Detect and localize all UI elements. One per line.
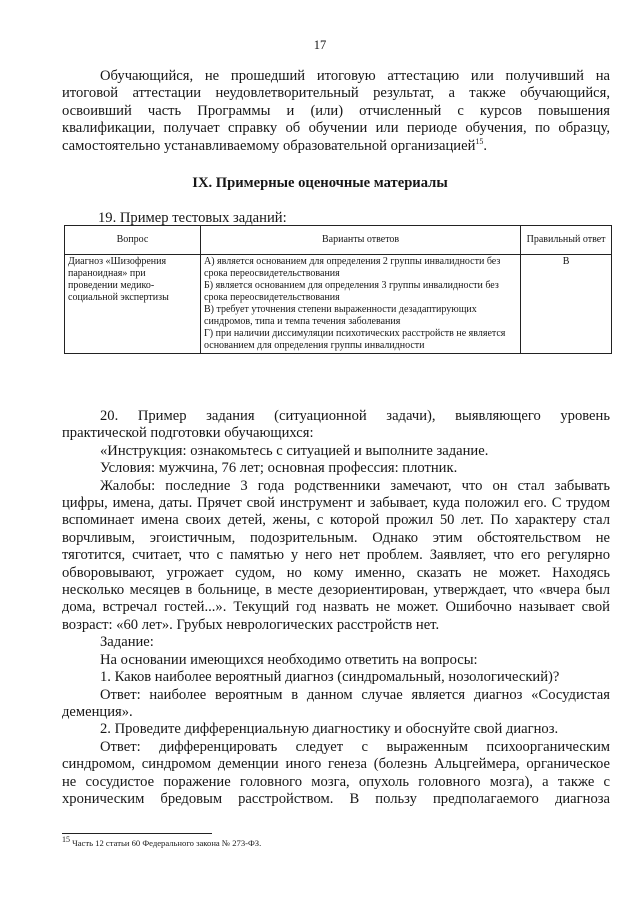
instruction-line: «Инструкция: ознакомьтесь с ситуацией и выполните задание. xyxy=(100,442,489,459)
text-line: квалификации, получает справку об обучении или периоде обучения, по образцу, xyxy=(62,120,610,137)
task-label: Задание: xyxy=(100,634,154,651)
answer-2-line: Ответ: дифференцировать следует с выраженным психоорганическим xyxy=(100,738,610,755)
footnote-mark: 15 xyxy=(62,835,70,845)
text-line: освоивший часть Программы и (или) отчисленный с курсов повышения xyxy=(62,102,610,119)
answer-1-line: Ответ: наиболее вероятным в данном случае является диагноз «Сосудистая xyxy=(100,686,610,703)
complaints-paragraph xyxy=(62,478,610,635)
question-2: 2. Проведите дифференциальную диагностику и обоснуйте свой диагноз. xyxy=(100,721,559,738)
text-line: ворчливым, эгоистичным, подозрительным. Однако этим обстоятельством не xyxy=(62,529,610,546)
header-question: Вопрос xyxy=(65,226,201,255)
table-header-row xyxy=(65,226,612,255)
footnote-divider xyxy=(62,833,212,834)
answer-2-line: хроническим бредовым расстройством. В пользу предполагаемого диагноза xyxy=(62,790,610,807)
test-table xyxy=(64,225,612,354)
answer-2-line: не сосудистое поражение головного мозга, опухоль головного мозга), а также с xyxy=(62,773,610,790)
text-line: Обучающийся, не прошедший итоговую аттестацию или получивший на xyxy=(100,68,610,84)
correct-answer-cell: В xyxy=(521,255,612,354)
header-answers: Варианты ответов xyxy=(201,226,521,255)
footnote xyxy=(62,835,262,848)
conditions-line: Условия: мужчина, 76 лет; основная профессия: плотник. xyxy=(100,460,458,477)
text-line: Жалобы: последние 3 года родственники замечают, что он стал забывать xyxy=(100,477,610,494)
period: . xyxy=(483,137,488,154)
question-1: 1. Каков наиболее вероятный диагноз (синдромальный, нозологический)? xyxy=(100,669,560,686)
footnote-text: Часть 12 статьи 60 Федерального закона № 273-ФЗ. xyxy=(70,838,262,848)
answer-option: А) является основанием для определения 2 группы инвалидности без срока переосвидетельствования xyxy=(204,256,501,279)
intro-paragraph xyxy=(62,68,610,155)
text-line: дома, встречал гостей...». Текущий год назвать не может. Ошибочно называет свой xyxy=(62,599,610,616)
task-text: На основании имеющихся необходимо ответить на вопросы: xyxy=(100,651,478,668)
section-heading: IX. Примерные оценочные материалы xyxy=(192,175,448,191)
answer-1-line: деменция». xyxy=(62,703,133,720)
test-examples-title: 19. Пример тестовых заданий: xyxy=(98,210,287,226)
text-line: тяготится, считает, что с памятью у него нет проблем. Заявляет, что его регулярно xyxy=(62,547,610,564)
answer-option: В) требует уточнения степени выраженности дезадаптирующих синдромов, типа и темпа течения заболевания xyxy=(204,304,477,327)
page-number: 17 xyxy=(313,38,327,52)
text-line: обворовывают, угрожает судом, но кому именно, сказать не может. Находясь xyxy=(62,564,610,581)
task20-block xyxy=(62,408,610,808)
text-line: возраст: «60 лет». Грубых неврологических расстройств нет. xyxy=(62,616,440,633)
question-cell: Диагноз «Шизофрения параноидная» при проведении медико-социальной экспертизы xyxy=(65,255,201,354)
table-row xyxy=(65,255,612,354)
text-line: 20. Пример задания (ситуационной задачи), выявляющего уровень xyxy=(100,408,610,424)
answers-cell xyxy=(201,255,521,354)
text-span: самостоятельно устанавливаемому образовательной организацией xyxy=(62,137,476,154)
answer-option: Б) является основанием для определения 3 группы инвалидности без срока переосвидетельствования xyxy=(204,280,499,303)
text-line: цифры, имена, даты. Прячет свой инструмент и забывает, куда положил его. С трудом xyxy=(62,495,610,512)
answer-option: Г) при наличии диссимуляции психотических расстройств не является основанием для определения группы инвалидности xyxy=(204,328,506,351)
header-correct: Правильный ответ xyxy=(521,226,612,255)
text-line: несколько месяцев в больнице, в месте дезориентирован, утверждает, что «вчера был xyxy=(62,582,610,599)
text-line: практической подготовки обучающихся: xyxy=(62,425,314,442)
text-line: вспоминает имена своих детей, жены, с которой прожил 50 лет. По характеру стал xyxy=(62,512,610,529)
text-line xyxy=(62,138,610,155)
text-line: итоговой аттестации неудовлетворительный результат, а также обучающийся, xyxy=(62,85,610,102)
footnote-reference: 15 xyxy=(475,136,484,146)
answer-2-line: синдромом, синдромом деменции иного генеза (болезнь Альцгеймера, органическое xyxy=(62,756,610,773)
